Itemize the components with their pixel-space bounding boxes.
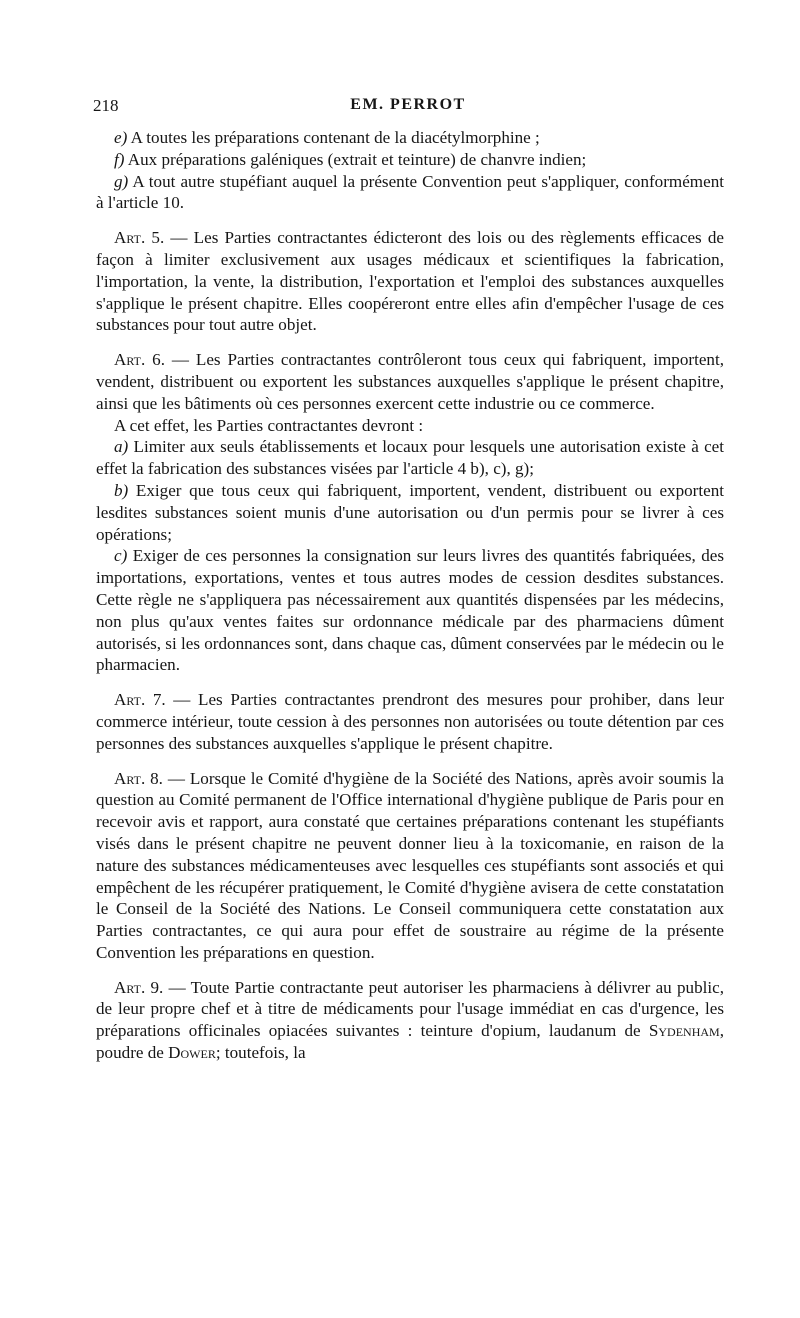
article-9: Art. 9. — Toute Partie contractante peut autoriser les pharmaciens à délivrer au public, de leur propre chef et à titre de médicaments pour l'usage immédiat en cas d'urgence, les préparations officinales opiacées suivantes : teinture d'opium, laudanum de Sydenham, poudre de Dower; toutefois, la bbox=[96, 977, 725, 1063]
article-label: Art. 8. bbox=[114, 768, 163, 788]
article-label: Art. 9. bbox=[114, 977, 164, 997]
running-title: EM. PERROT bbox=[350, 96, 466, 113]
article-6-intro: A cet effet, les Parties contractantes devront : bbox=[114, 415, 424, 435]
item-a: a) Limiter aux seuls établissements et locaux pour lesquels une autorisation existe à cet effet la fabrication des substances visées par l'article 4 b), c), g); bbox=[96, 437, 724, 479]
page-number: 218 bbox=[93, 96, 119, 115]
item-e: e) A toutes les préparations contenant de la diacétylmorphine ; bbox=[114, 128, 540, 147]
item-b: b) Exiger que tous ceux qui fabriquent, importent, vendent, distribuent ou exportent lesdites substances soient munis d'une autorisation ou d'un permis pour se livrer à ces opérations; bbox=[96, 480, 724, 544]
article-5: Art. 5. — Les Parties contractantes édicteront des lois ou des règlements efficaces de façon à limiter exclusivement aux usages médicaux et scientifiques la fabrication, l'importation, la vente, la distribution, l'exportation et l'emploi des substances auxquelles s'applique le présent chapitre. Elles coopéreront entre elles afin d'empêcher l'usage de ces substances pour tout autre objet. bbox=[96, 228, 725, 335]
article-label: Art. 6. bbox=[114, 350, 165, 370]
article-label: Art. 7. bbox=[114, 690, 166, 710]
article-label: Art. 5. bbox=[114, 228, 165, 248]
article-8: Art. 8. — Lorsque le Comité d'hygiène de la Société des Nations, après avoir soumis la question au Comité permanent de l'Office international d'hygiène publique de Paris pour en recevoir avis et rapport, aura constaté que certaines préparations contenant les stupéfiants visés dans le présent chapitre ne peuvent donner lieu à la toxicomanie, en raison de la nature des substances médicamenteuses avec lesquelles ces stupéfiants sont associés et qui empêchent de les récupérer pratiquement, le Comité d'hygiène avisera de cette constatation le Conseil de la Société des Nations. Le Conseil communiquera cette constatation aux Parties contractantes, ce qui aura pour effet de soustraire au régime de la présente Convention les préparations en question. bbox=[96, 768, 724, 962]
article-6: Art. 6. — Les Parties contractantes contrôleront tous ceux qui fabriquent, importent, vendent, distribuent ou exportent les substances auxquelles s'applique le présent chapitre, ainsi que les bâtiments où ces personnes exercent cette industrie ou ce commerce. bbox=[96, 350, 724, 413]
body-text bbox=[96, 127, 724, 1064]
article-7: Art. 7. — Les Parties contractantes prendront des mesures pour prohiber, dans leur commerce intérieur, toute cession à des personnes non autorisées ou toute détention par ces personnes des substances auxquelles s'applique le présent chapitre. bbox=[96, 690, 725, 753]
author-name: Sydenham bbox=[648, 1021, 720, 1041]
author-name: Dower bbox=[168, 1043, 216, 1063]
page-header bbox=[93, 96, 723, 120]
item-c: c) Exiger de ces personnes la consignation sur leurs livres des quantités fabriquées, des importations, exportations, ventes et tous autres modes de cession desdites substances. Cette règle ne s'appliquera pas nécessairement aux quantités dispensées par les médecins, non plus qu'aux ventes faites sur ordonnance médicale par des pharmaciens dûment autorisés, si les ordonnances sont, dans chaque cas, dûment conservées par le médecin ou le pharmacien. bbox=[96, 546, 724, 675]
item-f: f) Aux préparations galéniques (extrait et teinture) de chanvre indien; bbox=[114, 149, 587, 169]
item-g: g) A tout autre stupéfiant auquel la présente Convention peut s'appliquer, conformément à l'article 10. bbox=[96, 171, 724, 213]
